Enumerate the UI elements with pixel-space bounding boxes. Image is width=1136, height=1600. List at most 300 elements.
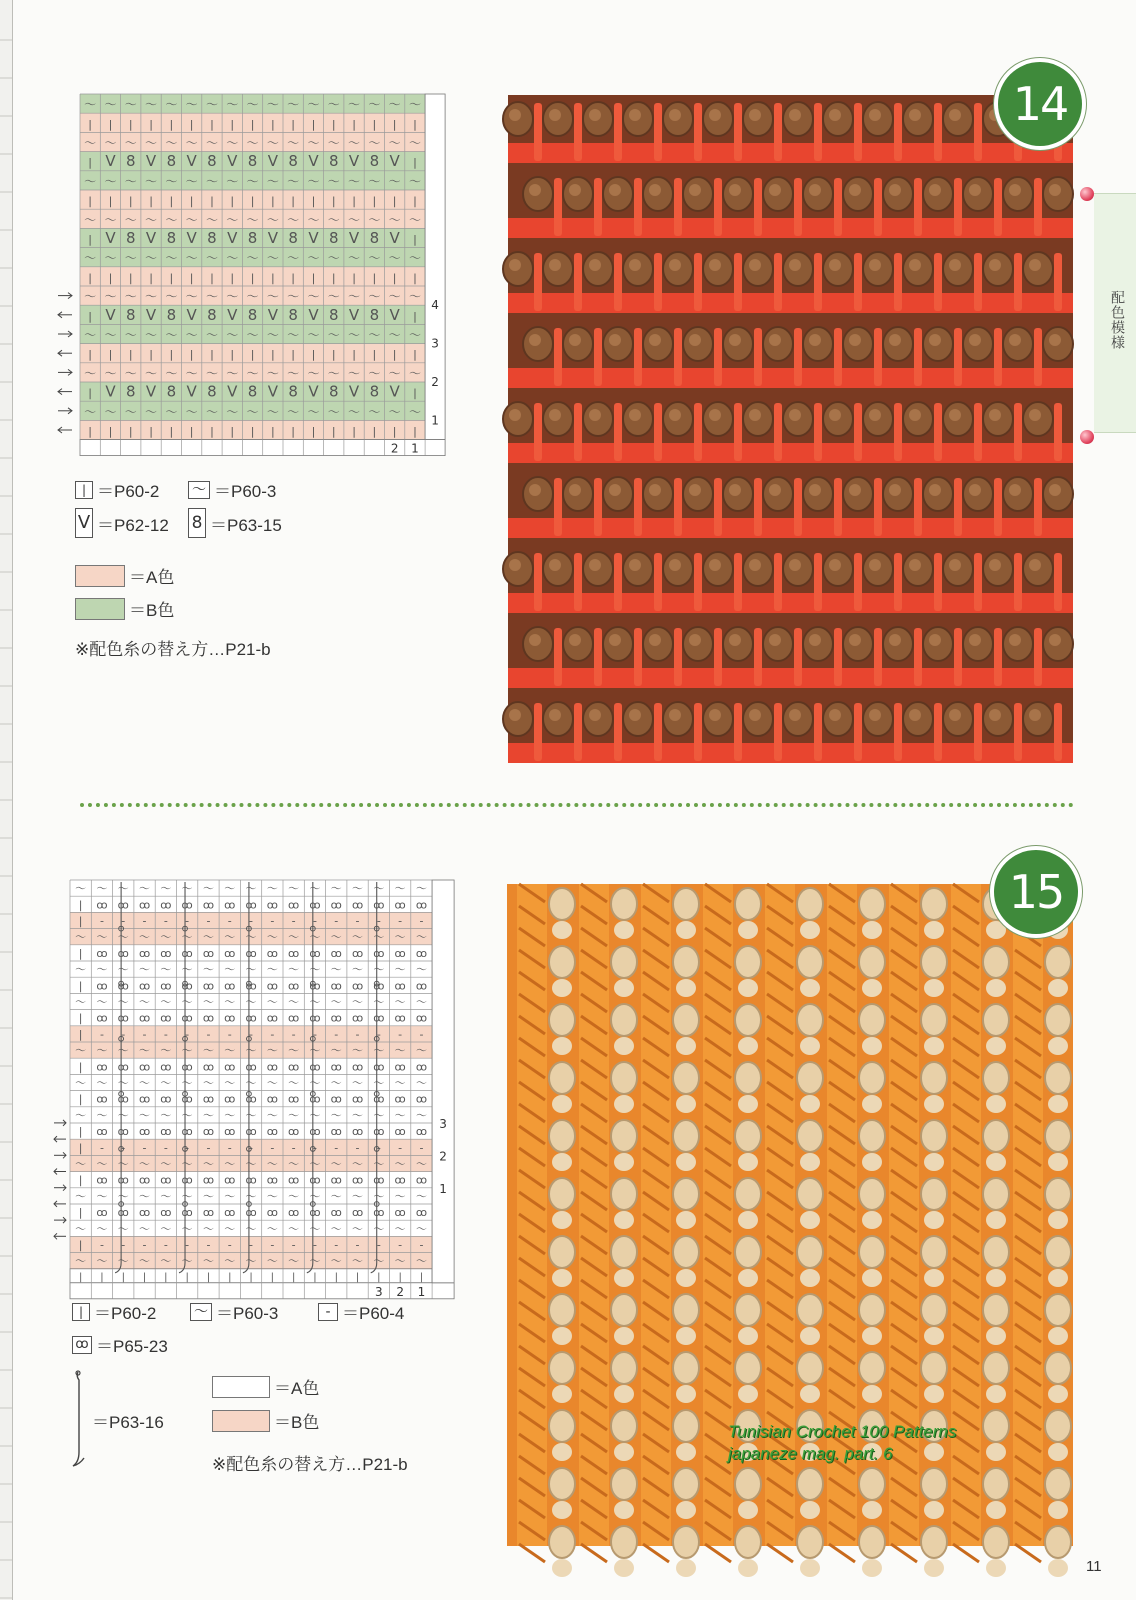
stitch-symbol: 8 bbox=[166, 305, 177, 324]
stitch-symbol: V bbox=[105, 229, 116, 247]
red-post bbox=[754, 628, 762, 686]
cream-bobble bbox=[1045, 1526, 1071, 1558]
stitch-symbol: ꝏ bbox=[117, 1206, 129, 1220]
stitch-symbol: 〜 bbox=[266, 1189, 278, 1203]
stitch-symbol: ꝏ bbox=[351, 946, 364, 960]
red-post bbox=[794, 478, 802, 536]
stitch-symbol: 〜 bbox=[96, 1222, 108, 1236]
stitch-symbol: 〜 bbox=[348, 174, 361, 189]
stitch-symbol: 〜 bbox=[327, 404, 340, 419]
stitch-symbol: | bbox=[78, 1206, 83, 1220]
red-post bbox=[914, 628, 922, 686]
stitch-symbol: | bbox=[291, 425, 296, 438]
cream-bobble bbox=[735, 1178, 761, 1210]
stitch-symbol: 〜 bbox=[352, 1108, 364, 1122]
stitch-symbol: V bbox=[186, 382, 197, 401]
stitch-symbol: ꝏ bbox=[394, 946, 406, 960]
stitch-symbol: | bbox=[149, 194, 153, 208]
cream-bobble bbox=[797, 1526, 823, 1558]
red-post bbox=[574, 103, 582, 161]
stitch-symbol: ꝏ bbox=[138, 979, 151, 993]
stitch-symbol: - bbox=[163, 1238, 168, 1252]
stitch-symbol: ꝏ bbox=[96, 946, 108, 960]
stitch-symbol: ꝏ bbox=[266, 979, 278, 993]
stitch-symbol: 〜 bbox=[160, 1044, 172, 1058]
stitch-symbol: | bbox=[413, 309, 417, 323]
stitch-symbol: ꝏ bbox=[160, 1206, 172, 1220]
red-post bbox=[734, 553, 742, 611]
stitch-symbol: 〜 bbox=[327, 366, 340, 381]
stitch-symbol: | bbox=[149, 117, 153, 131]
stitch-symbol: ꝏ bbox=[96, 1060, 108, 1074]
cream-bobble bbox=[921, 1236, 947, 1268]
stitch-symbol: | bbox=[88, 386, 93, 400]
stitch-symbol: 〜 bbox=[330, 995, 342, 1009]
stitch-symbol: 〜 bbox=[224, 1044, 236, 1058]
stitch-symbol: 〜 bbox=[104, 174, 117, 189]
stitch-symbol: | bbox=[291, 117, 296, 131]
stitch-symbol: | bbox=[250, 425, 255, 438]
stitch-symbol: ꝏ bbox=[309, 1173, 321, 1187]
stitch-symbol: | bbox=[331, 194, 336, 208]
return-arrow-icon bbox=[58, 427, 72, 433]
stitch-symbol: 〜 bbox=[96, 963, 108, 977]
stitch-symbol: 〜 bbox=[408, 289, 421, 304]
stitch-symbol: | bbox=[88, 194, 93, 208]
stitch-symbol: ꝏ bbox=[181, 979, 193, 993]
stitch-symbol: 8 bbox=[288, 152, 298, 171]
cream-bobble bbox=[611, 1062, 637, 1094]
stitch-symbol: V bbox=[308, 229, 319, 247]
red-post bbox=[854, 253, 862, 311]
stitch-symbol: 8 bbox=[247, 382, 258, 401]
stitch-symbol: 〜 bbox=[181, 963, 193, 977]
red-post bbox=[714, 328, 722, 386]
stitch-symbol: ꝏ bbox=[330, 1173, 342, 1187]
stitch-symbol: | bbox=[78, 1238, 83, 1252]
stitch-symbol: ꝏ bbox=[96, 1125, 108, 1139]
stitch-symbol: 〜 bbox=[327, 289, 340, 304]
stitch-symbol: 8 bbox=[207, 229, 217, 247]
cream-bobble bbox=[1045, 1062, 1071, 1094]
return-arrow-icon bbox=[54, 1201, 66, 1207]
cream-bobble bbox=[735, 1294, 761, 1326]
stitch-symbol: 〜 bbox=[368, 289, 381, 304]
red-post bbox=[914, 328, 922, 386]
stitch-symbol: 〜 bbox=[246, 136, 259, 150]
stitch-symbol: 〜 bbox=[373, 963, 385, 977]
stitch-symbol: 〜 bbox=[408, 404, 421, 419]
stitch-symbol: ꝏ bbox=[309, 1011, 321, 1025]
stitch-symbol: | bbox=[398, 1271, 402, 1283]
cream-bobble bbox=[735, 946, 761, 978]
red-post bbox=[974, 403, 982, 461]
stitch-symbol: | bbox=[270, 425, 275, 438]
stitch-symbol: 〜 bbox=[104, 289, 117, 304]
red-post bbox=[554, 328, 562, 386]
red-post bbox=[654, 703, 662, 761]
stitch-symbol: | bbox=[250, 271, 255, 285]
stitch-symbol: 〜 bbox=[75, 882, 87, 896]
stitch-symbol: 〜 bbox=[352, 1189, 364, 1203]
stitch-symbol: ꝏ bbox=[288, 1206, 300, 1220]
stitch-symbol: 〜 bbox=[165, 251, 178, 266]
stitch-symbol: ꝏ bbox=[373, 1125, 385, 1139]
stitch-symbol: 〜 bbox=[408, 328, 421, 342]
stitch-symbol: - bbox=[355, 1141, 360, 1155]
stitch-symbol: 〜 bbox=[96, 1189, 108, 1203]
stitch-symbol: V bbox=[227, 229, 238, 247]
stitch-symbol: 〜 bbox=[348, 289, 361, 304]
cream-bobble bbox=[611, 1410, 637, 1442]
stitch-symbol: ꝏ bbox=[309, 1060, 321, 1074]
stitch-symbol: 〜 bbox=[117, 963, 129, 977]
stitch-symbol: 〜 bbox=[287, 366, 300, 381]
stitch-symbol: ꝏ bbox=[245, 1173, 257, 1187]
stitch-symbol: 8 bbox=[247, 152, 258, 171]
stitch-symbol: 〜 bbox=[124, 212, 137, 227]
cream-bobble bbox=[611, 1178, 637, 1210]
stitch-symbol: ꝏ bbox=[373, 979, 385, 993]
stitch-symbol: 〜 bbox=[124, 404, 137, 419]
stitch-symbol: 〜 bbox=[388, 366, 401, 381]
cream-bobble bbox=[921, 888, 947, 920]
stitch-symbol: ꝏ bbox=[394, 979, 406, 993]
stitch-symbol: | bbox=[372, 117, 377, 131]
cream-bobble bbox=[673, 1294, 699, 1326]
stitch-symbol: ꝏ bbox=[117, 1125, 129, 1139]
pattern-number-badge-15: 15 bbox=[990, 846, 1082, 938]
stitch-symbol: | bbox=[128, 117, 133, 131]
stitch-symbol: 〜 bbox=[352, 1044, 364, 1058]
stitch-symbol: 〜 bbox=[415, 1076, 427, 1090]
stitch-symbol: 〜 bbox=[117, 995, 129, 1009]
stitch-symbol: ꝏ bbox=[415, 1092, 428, 1106]
v-stitch-symbol-icon: V bbox=[75, 508, 93, 538]
stitch-symbol: 〜 bbox=[165, 366, 178, 381]
stitch-symbol: 〜 bbox=[327, 328, 340, 342]
cream-bobble bbox=[797, 888, 823, 920]
color-change-note: ※配色糸の替え方…P21-b bbox=[75, 640, 271, 659]
stitch-symbol: 8 bbox=[125, 229, 136, 247]
stitch-symbol: 8 bbox=[207, 305, 217, 324]
stitch-symbol: | bbox=[413, 117, 417, 131]
stitch-symbol: - bbox=[121, 914, 126, 928]
red-post bbox=[594, 328, 602, 386]
stitch-symbol: | bbox=[149, 425, 153, 438]
stitch-symbol: | bbox=[352, 194, 356, 208]
red-post bbox=[974, 103, 982, 161]
red-post bbox=[994, 178, 1002, 236]
red-stripe bbox=[508, 743, 1073, 763]
column-number: 1 bbox=[417, 1284, 426, 1299]
stitch-symbol: | bbox=[334, 1271, 338, 1283]
stitch-symbol: | bbox=[419, 1271, 424, 1283]
cream-bobble bbox=[921, 1526, 947, 1558]
red-post bbox=[734, 703, 742, 761]
red-post bbox=[674, 178, 682, 236]
stitch-symbol: - bbox=[355, 1238, 360, 1252]
red-post bbox=[594, 628, 602, 686]
color-swatch-a bbox=[75, 565, 125, 587]
stitch-symbol: ꝏ bbox=[288, 1011, 300, 1025]
cream-bobble bbox=[735, 1236, 761, 1268]
stitch-symbol: 〜 bbox=[75, 1189, 87, 1203]
stitch-symbol: ꝏ bbox=[245, 1060, 257, 1074]
stitch-symbol: 〜 bbox=[307, 366, 320, 381]
stitch-symbol: - bbox=[376, 914, 381, 928]
stitch-symbol: 〜 bbox=[185, 289, 198, 304]
stitch-symbol: ꝏ bbox=[96, 1206, 108, 1220]
stitch-symbol: | bbox=[270, 271, 275, 285]
stitch-symbol: 〜 bbox=[368, 136, 381, 150]
stitch-symbol: V bbox=[348, 305, 360, 324]
stitch-symbol: 〜 bbox=[394, 1222, 406, 1236]
stitch-symbol: 〜 bbox=[352, 1254, 364, 1268]
red-post bbox=[994, 628, 1002, 686]
stitch-symbol: ꝏ bbox=[117, 946, 129, 960]
stitch-symbol: 〜 bbox=[415, 1044, 427, 1058]
stitch-symbol: ꝏ bbox=[117, 1011, 129, 1025]
stitch-symbol: 〜 bbox=[348, 366, 361, 381]
stitch-symbol: ꝏ bbox=[202, 1060, 215, 1074]
stitch-symbol: - bbox=[398, 914, 403, 928]
stitch-symbol: 〜 bbox=[139, 1222, 151, 1236]
stitch-symbol: 〜 bbox=[266, 930, 278, 944]
stitch-symbol: 〜 bbox=[181, 1222, 193, 1236]
stitch-symbol: ꝏ bbox=[330, 1206, 342, 1220]
stitch-symbol: 〜 bbox=[181, 1189, 193, 1203]
stitch-symbol: 〜 bbox=[309, 995, 321, 1009]
stitch-symbol: ꝏ bbox=[138, 1125, 151, 1139]
stitch-symbol: ꝏ bbox=[202, 979, 215, 993]
stitch-symbol: V bbox=[105, 152, 116, 171]
stitch-symbol: | bbox=[88, 233, 93, 246]
cream-bobble bbox=[549, 1352, 575, 1384]
stitch-symbol: 〜 bbox=[352, 930, 364, 944]
stitch-symbol: 〜 bbox=[327, 251, 340, 266]
stitch-symbol: 〜 bbox=[145, 328, 158, 342]
stitch-symbol: 〜 bbox=[327, 136, 340, 150]
red-stripe bbox=[508, 668, 1073, 688]
stitch-symbol: 〜 bbox=[266, 136, 279, 150]
stitch-symbol: 〜 bbox=[84, 366, 97, 381]
red-post bbox=[794, 178, 802, 236]
red-post bbox=[534, 103, 542, 161]
stitch-symbol: 〜 bbox=[348, 328, 361, 342]
stitch-symbol: | bbox=[331, 271, 336, 285]
cream-bobble bbox=[1045, 1352, 1071, 1384]
stitch-symbol: 〜 bbox=[145, 212, 158, 227]
stitch-symbol: - bbox=[419, 1238, 424, 1252]
stitch-symbol: 〜 bbox=[245, 882, 257, 896]
stitch-symbol: - bbox=[355, 914, 360, 928]
stitch-symbol: | bbox=[413, 425, 417, 438]
stitch-symbol: 〜 bbox=[181, 995, 193, 1009]
stitch-symbol: 〜 bbox=[307, 212, 320, 227]
stitch-symbol: 8 bbox=[328, 305, 339, 324]
stitch-symbol: ꝏ bbox=[245, 898, 257, 912]
binding-edge bbox=[0, 0, 12, 1600]
stitch-symbol: 〜 bbox=[330, 1222, 342, 1236]
stitch-symbol: 〜 bbox=[373, 930, 385, 944]
stitch-symbol: | bbox=[230, 194, 235, 208]
section-divider bbox=[80, 803, 1074, 807]
cream-bobble bbox=[983, 1468, 1009, 1500]
stitch-symbol: | bbox=[169, 117, 174, 131]
stitch-symbol: ꝏ bbox=[415, 1206, 428, 1220]
cream-bobble bbox=[673, 1526, 699, 1558]
stitch-symbol: 〜 bbox=[245, 1157, 257, 1171]
stitch-symbol: 8 bbox=[369, 382, 380, 401]
stitch-symbol: ꝏ bbox=[245, 1206, 257, 1220]
stitch-symbol: 〜 bbox=[415, 995, 427, 1009]
stitch-symbol: 〜 bbox=[327, 97, 340, 112]
stitch-symbol: | bbox=[206, 1271, 211, 1283]
stitch-symbol: 〜 bbox=[415, 930, 427, 944]
red-stripe bbox=[508, 368, 1073, 388]
stitch-symbol: 〜 bbox=[145, 174, 158, 189]
red-post bbox=[534, 253, 542, 311]
red-post bbox=[814, 553, 822, 611]
stitch-symbol: 〜 bbox=[288, 930, 300, 944]
stitch-symbol: ꝏ bbox=[309, 1092, 321, 1106]
red-post bbox=[654, 103, 662, 161]
stitch-symbol: 〜 bbox=[139, 1044, 151, 1058]
stitch-symbol: 〜 bbox=[75, 1222, 87, 1236]
stitch-symbol: 〜 bbox=[185, 97, 198, 112]
red-post bbox=[834, 478, 842, 536]
red-post bbox=[974, 703, 982, 761]
red-stripe bbox=[508, 218, 1073, 238]
stitch-symbol: - bbox=[99, 1027, 104, 1041]
stitch-symbol: 〜 bbox=[266, 1254, 278, 1268]
stitch-symbol: 〜 bbox=[160, 930, 172, 944]
forward-arrow-icon bbox=[58, 331, 72, 337]
stitch-symbol: ꝏ bbox=[245, 1011, 257, 1025]
stitch-symbol: 〜 bbox=[348, 136, 361, 150]
red-post bbox=[874, 478, 882, 536]
cream-bobble bbox=[859, 1294, 885, 1326]
red-post bbox=[554, 178, 562, 236]
cream-bobble bbox=[549, 1410, 575, 1442]
cream-bobble bbox=[859, 1526, 885, 1558]
stitch-symbol: 〜 bbox=[408, 136, 421, 150]
cream-bobble bbox=[921, 1294, 947, 1326]
stitch-symbol: ꝏ bbox=[138, 1173, 151, 1187]
stitch-symbol: | bbox=[250, 348, 255, 362]
purl-symbol-icon: - bbox=[318, 1303, 338, 1321]
stitch-symbol: 〜 bbox=[394, 1157, 406, 1171]
stitch-symbol: 〜 bbox=[266, 1157, 278, 1171]
stitch-symbol: ꝏ bbox=[309, 898, 321, 912]
stitch-symbol: | bbox=[392, 425, 397, 438]
stitch-symbol: ꝏ bbox=[351, 1092, 364, 1106]
stitch-symbol: 〜 bbox=[202, 1076, 214, 1090]
stitch-symbol: ꝏ bbox=[394, 1173, 406, 1187]
stitch-symbol: 〜 bbox=[205, 289, 218, 304]
stitch-symbol: 〜 bbox=[117, 1157, 129, 1171]
cream-bobble bbox=[611, 1294, 637, 1326]
cream-bobble bbox=[797, 1352, 823, 1384]
stitch-symbol: 〜 bbox=[388, 212, 401, 227]
stitch-symbol: 〜 bbox=[145, 289, 158, 304]
forward-arrow-icon bbox=[58, 369, 72, 375]
stitch-symbol: | bbox=[210, 117, 214, 131]
stitch-symbol: | bbox=[169, 425, 174, 438]
stitch-symbol: 〜 bbox=[307, 136, 320, 150]
stitch-symbol: 〜 bbox=[96, 930, 108, 944]
stitch-symbol: V bbox=[308, 152, 319, 171]
stitch-symbol: ꝏ bbox=[373, 1060, 385, 1074]
stitch-symbol: | bbox=[88, 309, 93, 323]
red-post bbox=[834, 328, 842, 386]
stitch-symbol: 〜 bbox=[288, 963, 300, 977]
column-number: 2 bbox=[390, 441, 399, 456]
stitch-symbol: 〜 bbox=[266, 328, 279, 342]
stitch-symbol: 〜 bbox=[226, 404, 239, 419]
stitch-symbol: 〜 bbox=[287, 251, 300, 266]
red-post bbox=[1034, 478, 1042, 536]
red-post bbox=[934, 403, 942, 461]
stitch-symbol: - bbox=[99, 914, 104, 928]
stitch-symbol: ꝏ bbox=[117, 1173, 129, 1187]
stitch-symbol: 〜 bbox=[160, 1076, 172, 1090]
stitch-symbol: 〜 bbox=[368, 328, 381, 342]
stitch-symbol: ꝏ bbox=[138, 946, 151, 960]
stitch-symbol: 〜 bbox=[373, 1108, 385, 1122]
stitch-symbol: 〜 bbox=[84, 97, 97, 112]
pattern-14-chart bbox=[54, 92, 459, 472]
cream-bobble bbox=[673, 1352, 699, 1384]
cream-bobble bbox=[859, 1178, 885, 1210]
stitch-symbol: ꝏ bbox=[181, 898, 193, 912]
stitch-symbol: | bbox=[108, 117, 113, 131]
stitch-symbol: 〜 bbox=[226, 212, 239, 227]
stitch-symbol: - bbox=[376, 1141, 381, 1155]
red-post bbox=[534, 403, 542, 461]
stitch-symbol: V bbox=[105, 382, 116, 401]
stitch-symbol: | bbox=[189, 117, 194, 131]
stitch-symbol: V bbox=[389, 229, 400, 247]
stitch-symbol: 〜 bbox=[330, 1076, 342, 1090]
stitch-symbol: V bbox=[308, 382, 319, 401]
red-post bbox=[914, 478, 922, 536]
stitch-symbol: 〜 bbox=[352, 882, 364, 896]
stitch-symbol: 〜 bbox=[185, 174, 198, 189]
stitch-symbol: ꝏ bbox=[266, 946, 278, 960]
cream-bobble bbox=[735, 1352, 761, 1384]
stitch-symbol: 〜 bbox=[117, 930, 129, 944]
stitch-symbol: 〜 bbox=[205, 404, 218, 419]
stitch-symbol: ꝏ bbox=[309, 979, 321, 993]
stitch-symbol: 〜 bbox=[288, 995, 300, 1009]
stitch-symbol: 〜 bbox=[287, 328, 300, 342]
stitch-symbol: 〜 bbox=[104, 366, 117, 381]
stitch-symbol: ꝏ bbox=[224, 1206, 236, 1220]
red-post bbox=[1034, 628, 1042, 686]
stitch-symbol: 8 bbox=[207, 382, 217, 401]
stitch-symbol: ꝏ bbox=[160, 1173, 172, 1187]
red-stripe bbox=[508, 143, 1073, 163]
cream-bobble bbox=[983, 1236, 1009, 1268]
stitch-symbol: V bbox=[145, 382, 157, 401]
stitch-symbol: 〜 bbox=[145, 251, 158, 266]
stitch-symbol: ꝏ bbox=[138, 1060, 151, 1074]
stitch-symbol: | bbox=[128, 348, 133, 362]
stitch-symbol: - bbox=[249, 1238, 254, 1252]
stitch-symbol: | bbox=[169, 348, 174, 362]
